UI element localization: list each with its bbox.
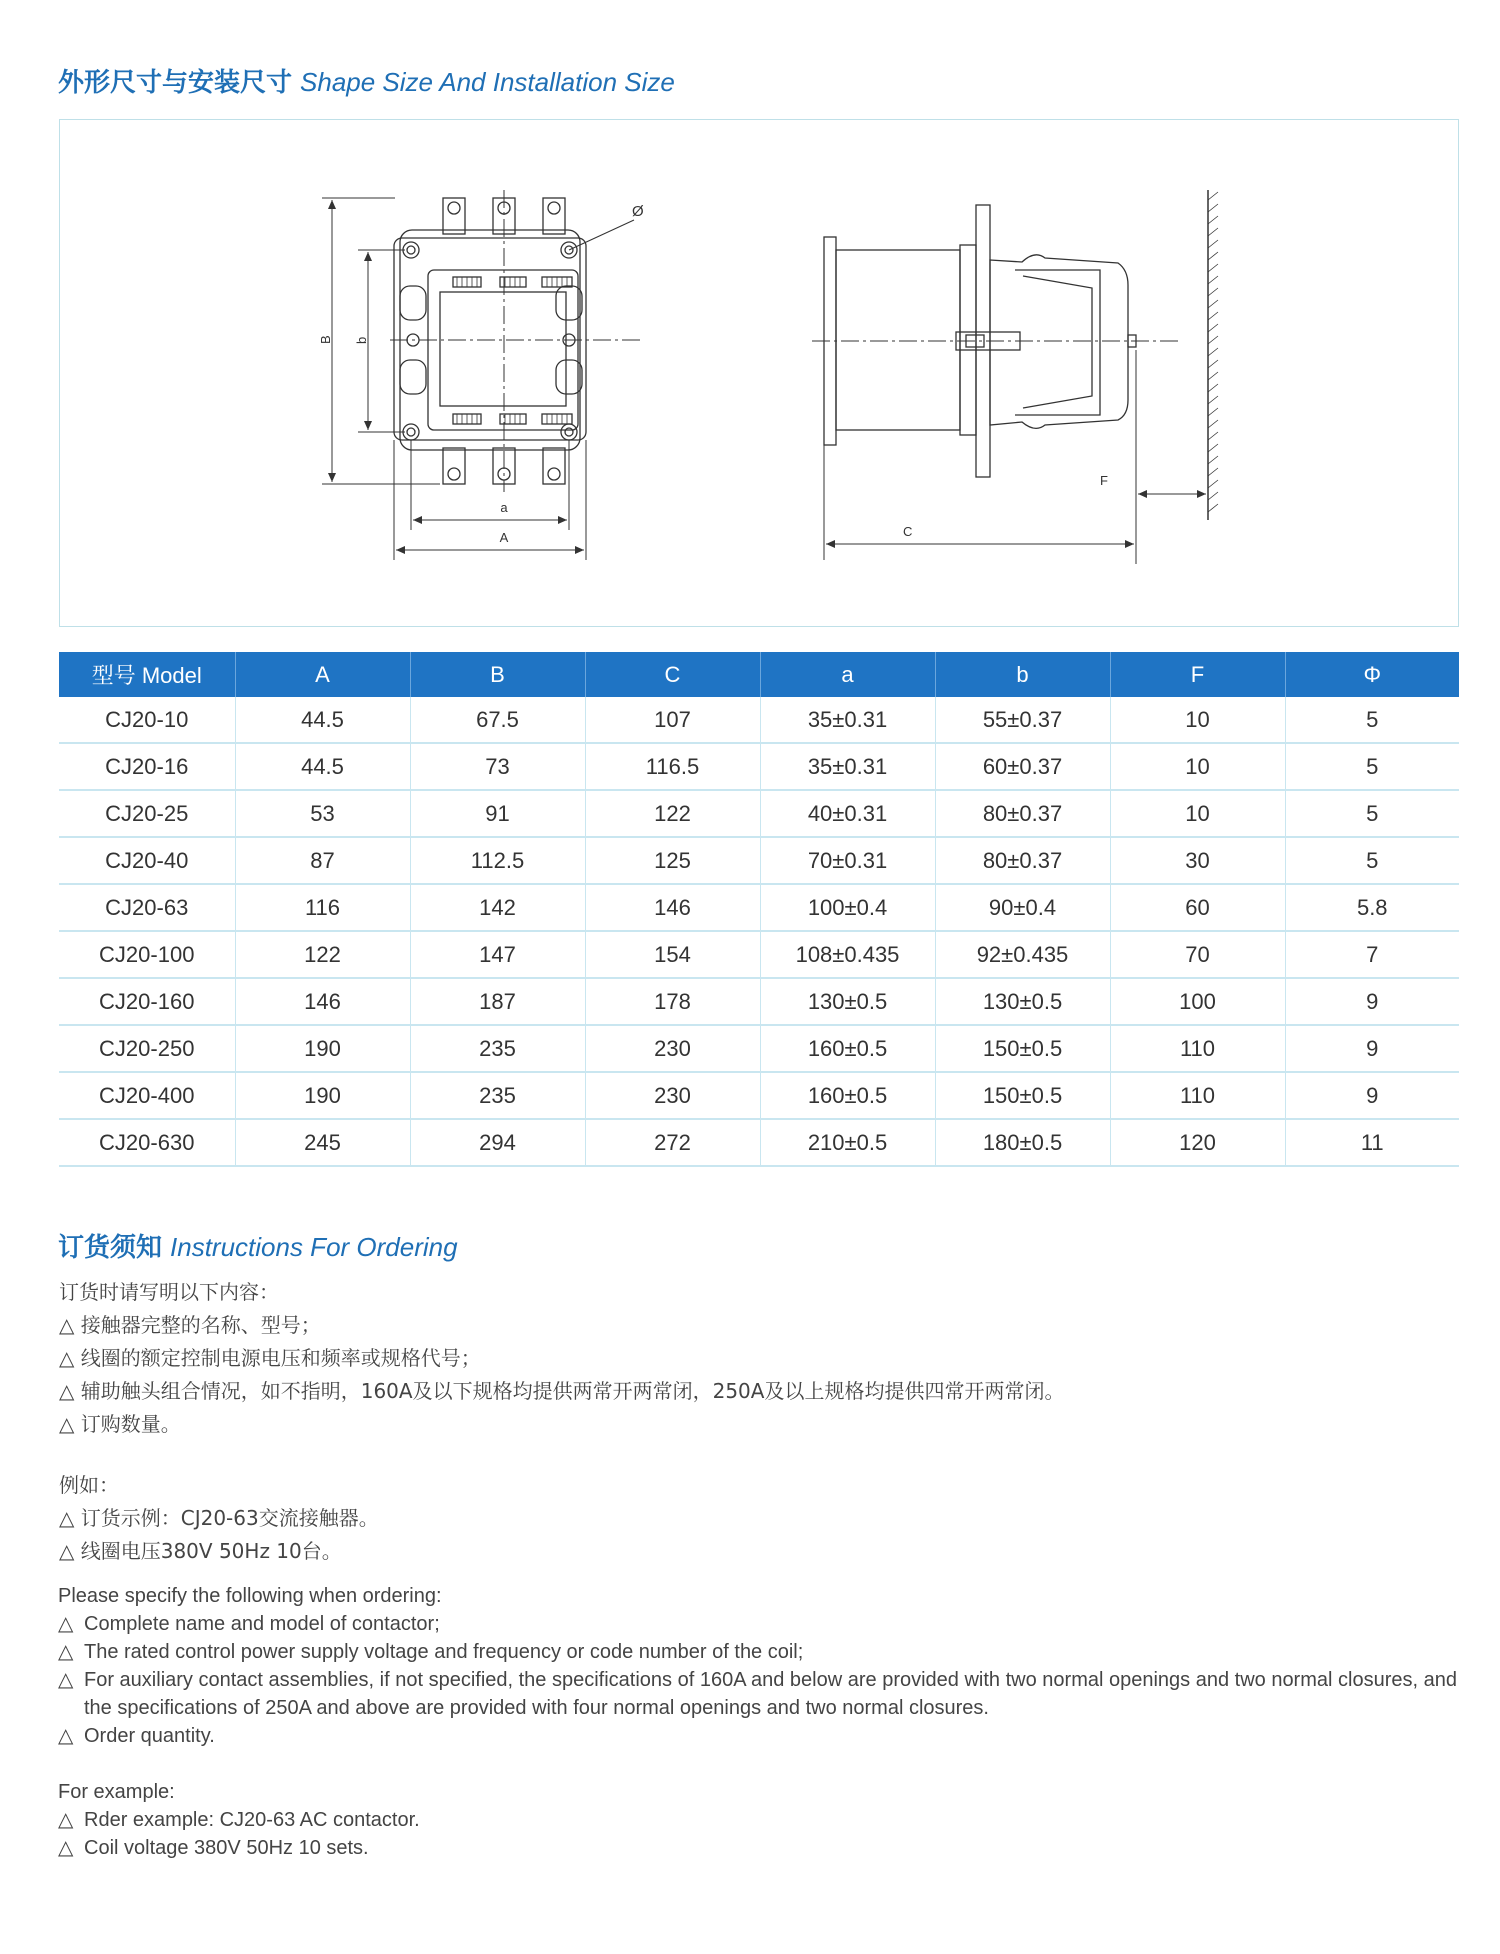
cell: 80±0.37 (935, 837, 1110, 884)
cell: 10 (1110, 743, 1285, 790)
dim-label-A: A (499, 530, 509, 545)
cell: 235 (410, 1072, 585, 1119)
col-header-F: F (1110, 652, 1285, 697)
table-header-row (59, 652, 1459, 697)
cell: 108±0.435 (760, 931, 935, 978)
cell: 10 (1110, 697, 1285, 743)
cell: 5 (1285, 790, 1459, 837)
ordering-intro-cn: 订货时请写明以下内容： (59, 1280, 279, 1304)
triangle-icon: △ (58, 1837, 74, 1859)
cell: 272 (585, 1119, 760, 1166)
dimension-drawing (59, 119, 1459, 627)
cell: CJ20-16 (59, 743, 235, 790)
col-header-b: b (935, 652, 1110, 697)
dim-label-a: a (500, 500, 508, 515)
list-item: △ Complete name and model of contactor; (58, 1610, 1468, 1638)
cell: 190 (235, 1025, 410, 1072)
cell: 91 (410, 790, 585, 837)
cell: 35±0.31 (760, 743, 935, 790)
ordering-notes-en (58, 1582, 1468, 1750)
cell: 5 (1285, 837, 1459, 884)
title-en: Instructions For Ordering (170, 1232, 458, 1262)
title-cn: 订货须知 (58, 1233, 163, 1263)
cell: 87 (235, 837, 410, 884)
cell: 150±0.5 (935, 1072, 1110, 1119)
table-row (59, 1025, 1459, 1072)
ordering-intro-en: Please specify the following when ordering: (58, 1585, 442, 1607)
triangle-icon: △ (58, 1725, 74, 1747)
cell: 53 (235, 790, 410, 837)
cell: 160±0.5 (760, 1072, 935, 1119)
cell: 230 (585, 1025, 760, 1072)
triangle-icon: △ (58, 1641, 74, 1663)
cell: CJ20-400 (59, 1072, 235, 1119)
table-row (59, 1119, 1459, 1166)
list-item: △ 接触器完整的名称、型号； (59, 1313, 321, 1337)
ordering-notes-cn (59, 1276, 1064, 1441)
cell: 92±0.435 (935, 931, 1110, 978)
dim-label-C: C (903, 524, 913, 539)
cell: 150±0.5 (935, 1025, 1110, 1072)
cell: CJ20-40 (59, 837, 235, 884)
dimension-table (59, 652, 1459, 1167)
triangle-icon: △ (58, 1669, 74, 1691)
cell: 190 (235, 1072, 410, 1119)
example-label-cn: 例如： (59, 1473, 119, 1497)
cell: 5.8 (1285, 884, 1459, 931)
cell: 116.5 (585, 743, 760, 790)
cell: 44.5 (235, 743, 410, 790)
cell: 67.5 (410, 697, 585, 743)
list-item: △ 辅助触头组合情况，如不指明，160A及以下规格均提供两常开两常闭，250A及以上规格均提供四常开两常闭。 (59, 1379, 1065, 1403)
cell: CJ20-63 (59, 884, 235, 931)
col-header-A: A (235, 652, 410, 697)
cell: CJ20-100 (59, 931, 235, 978)
side-view (812, 190, 1218, 564)
cell: 235 (410, 1025, 585, 1072)
cell: CJ20-250 (59, 1025, 235, 1072)
list-item: △ Coil voltage 380V 50Hz 10 sets. (58, 1834, 1468, 1862)
cell: 5 (1285, 743, 1459, 790)
cell: 107 (585, 697, 760, 743)
cell: 122 (585, 790, 760, 837)
cell: 35±0.31 (760, 697, 935, 743)
cell: 294 (410, 1119, 585, 1166)
front-view (318, 190, 644, 560)
col-header-B: B (410, 652, 585, 697)
cell: 130±0.5 (760, 978, 935, 1025)
list-item: △ 线圈的额定控制电源电压和频率或规格代号； (59, 1346, 481, 1370)
cell: 187 (410, 978, 585, 1025)
cell: 125 (585, 837, 760, 884)
list-item: △ 订购数量。 (59, 1412, 181, 1436)
list-item: △ 线圈电压380V 50Hz 10台。 (59, 1539, 342, 1563)
dim-label-F: F (1100, 473, 1108, 488)
cell: 60±0.37 (935, 743, 1110, 790)
dim-label-B: B (318, 335, 333, 344)
table-row (59, 743, 1459, 790)
cell: 146 (235, 978, 410, 1025)
cell: 55±0.37 (935, 697, 1110, 743)
example-label-en: For example: (58, 1781, 175, 1803)
cell: 180±0.5 (935, 1119, 1110, 1166)
cell: 9 (1285, 978, 1459, 1025)
cell: 116 (235, 884, 410, 931)
cell: 160±0.5 (760, 1025, 935, 1072)
cell: 130±0.5 (935, 978, 1110, 1025)
cell: 110 (1110, 1072, 1285, 1119)
cell: 10 (1110, 790, 1285, 837)
list-item: △ Rder example: CJ20-63 AC contactor. (58, 1806, 1468, 1834)
table-row (59, 978, 1459, 1025)
section-title-shape (58, 62, 675, 99)
cell: 9 (1285, 1025, 1459, 1072)
cell: 110 (1110, 1025, 1285, 1072)
cell: 5 (1285, 697, 1459, 743)
triangle-icon: △ (58, 1809, 74, 1831)
cell: 70±0.31 (760, 837, 935, 884)
cell: 44.5 (235, 697, 410, 743)
cell: 7 (1285, 931, 1459, 978)
cell: CJ20-25 (59, 790, 235, 837)
table-row (59, 837, 1459, 884)
col-header-C: C (585, 652, 760, 697)
cell: 142 (410, 884, 585, 931)
table-row (59, 931, 1459, 978)
col-header-model: 型号 Model (59, 652, 235, 697)
table-row (59, 697, 1459, 743)
cell: 178 (585, 978, 760, 1025)
cell: 9 (1285, 1072, 1459, 1119)
cell: CJ20-10 (59, 697, 235, 743)
cell: 245 (235, 1119, 410, 1166)
list-item: △ For auxiliary contact assemblies, if not specified, the specifications of 160A and below are provided with two normal openings and two normal closures, and the specifications of 250A and above are provided with four normal openings and two normal closures. (58, 1666, 1468, 1722)
cell: 112.5 (410, 837, 585, 884)
table-row (59, 1072, 1459, 1119)
table-row (59, 884, 1459, 931)
col-header-phi: Φ (1285, 652, 1459, 697)
ordering-example-en (58, 1778, 1468, 1862)
title-en: Shape Size And Installation Size (300, 67, 675, 97)
cell: 90±0.4 (935, 884, 1110, 931)
list-item: △ 订货示例：CJ20-63交流接触器。 (59, 1506, 379, 1530)
cell: 11 (1285, 1119, 1459, 1166)
triangle-icon: △ (58, 1613, 74, 1635)
dim-label-b: b (354, 336, 369, 344)
list-item: △ The rated control power supply voltage and frequency or code number of the coil; (58, 1638, 1468, 1666)
cell: 146 (585, 884, 760, 931)
cell: 73 (410, 743, 585, 790)
cell: 147 (410, 931, 585, 978)
table-row (59, 790, 1459, 837)
cell: 154 (585, 931, 760, 978)
cell: CJ20-160 (59, 978, 235, 1025)
ordering-example-cn (59, 1469, 379, 1568)
list-item: △ Order quantity. (58, 1722, 1468, 1750)
cell: CJ20-630 (59, 1119, 235, 1166)
section-title-ordering (58, 1227, 458, 1264)
cell: 30 (1110, 837, 1285, 884)
cell: 60 (1110, 884, 1285, 931)
cell: 210±0.5 (760, 1119, 935, 1166)
cell: 120 (1110, 1119, 1285, 1166)
cell: 122 (235, 931, 410, 978)
cell: 100±0.4 (760, 884, 935, 931)
cell: 40±0.31 (760, 790, 935, 837)
phi-label: Ø (632, 203, 644, 220)
title-cn: 外形尺寸与安装尺寸 (58, 68, 293, 98)
cell: 100 (1110, 978, 1285, 1025)
cell: 230 (585, 1072, 760, 1119)
col-header-a: a (760, 652, 935, 697)
cell: 80±0.37 (935, 790, 1110, 837)
cell: 70 (1110, 931, 1285, 978)
